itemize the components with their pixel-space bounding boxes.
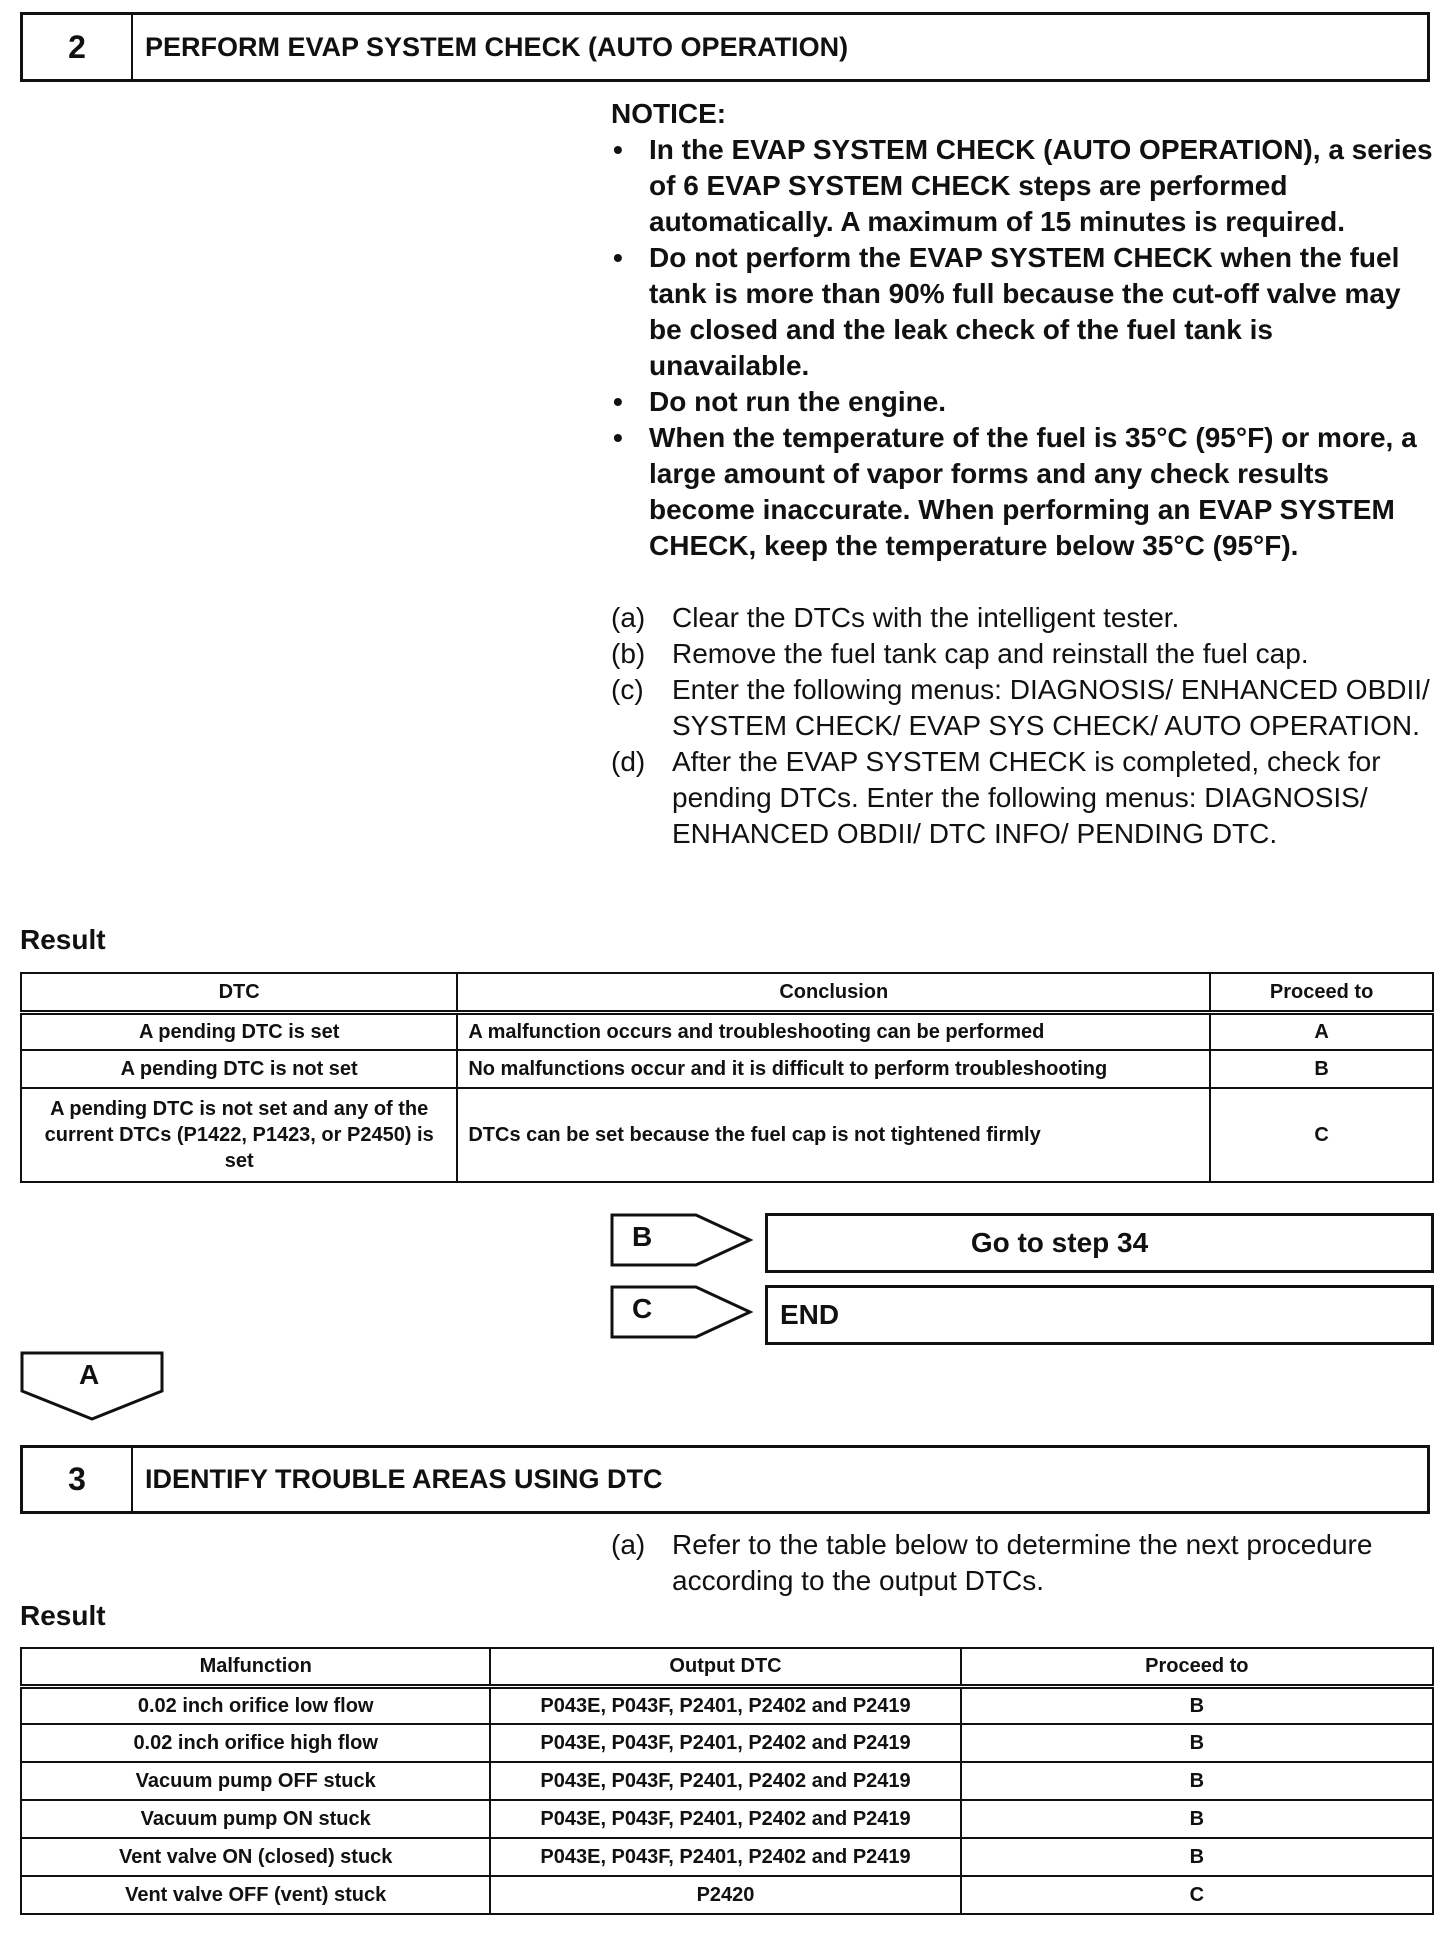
column-header: Proceed to	[961, 1648, 1433, 1686]
step-2-header	[20, 12, 1430, 82]
dtc-table	[20, 1647, 1434, 1915]
table-row: Vent valve OFF (vent) stuck P2420 C	[21, 1876, 1433, 1914]
branch-label: A	[79, 1359, 100, 1390]
step-title: IDENTIFY TROUBLE AREAS USING DTC	[145, 1464, 663, 1494]
procedure-step: (c) Enter the following menus: DIAGNOSIS/ ENHANCED OBDII/ SYSTEM CHECK/ EVAP SYS CHECK/ AUTO OPERATION.	[611, 674, 1430, 741]
result-label: Result	[20, 1600, 106, 1631]
table-row: A pending DTC is set A malfunction occurs and troubleshooting can be performed A	[21, 1012, 1433, 1050]
table-row: 0.02 inch orifice high flow P043E, P043F, P2401, P2402 and P2419 B	[21, 1724, 1433, 1762]
table-row: A pending DTC is not set No malfunctions occur and it is difficult to perform troubleshooting B	[21, 1050, 1433, 1088]
branch-c-arrow	[610, 1285, 753, 1337]
step-title: PERFORM EVAP SYSTEM CHECK (AUTO OPERATION)	[145, 31, 849, 62]
column-header: DTC	[21, 973, 457, 1012]
procedure-step: (d) After the EVAP SYSTEM CHECK is completed, check for pending DTCs. Enter the following menus: DIAGNOSIS/ ENHANCED OBDII/ DTC INFO/ PENDING DTC.	[611, 746, 1381, 849]
end-box: END	[765, 1285, 1434, 1345]
column-header: Proceed to	[1210, 973, 1433, 1012]
column-header: Conclusion	[457, 973, 1210, 1012]
step-number: 3	[23, 1448, 133, 1511]
bullet-icon: •	[613, 386, 623, 417]
procedure-steps	[611, 1527, 1441, 1599]
procedure-steps	[611, 600, 1441, 852]
branch-label: C	[632, 1293, 653, 1324]
bullet-icon: •	[613, 134, 623, 165]
notice-item: • When the temperature of the fuel is 35°C (95°F) or more, a large amount of vapor forms and any check results become inaccurate. When performing an EVAP SYSTEM CHECK, keep the temperature below 35°C (95°F).	[613, 422, 1417, 561]
continue-a-marker	[20, 1351, 164, 1421]
procedure-step: (b) Remove the fuel tank cap and reinstall the fuel cap.	[611, 638, 1309, 669]
procedure-step: (a) Clear the DTCs with the intelligent tester.	[611, 602, 1180, 633]
step-3-header	[20, 1445, 1430, 1514]
table-row: 0.02 inch orifice low flow P043E, P043F, P2401, P2402 and P2419 B	[21, 1686, 1433, 1724]
column-header: Malfunction	[21, 1648, 490, 1686]
bullet-icon: •	[613, 422, 623, 453]
step-number: 2	[23, 15, 133, 79]
notice-block	[611, 96, 1441, 564]
table-row: Vent valve ON (closed) stuck P043E, P043F, P2401, P2402 and P2419 B	[21, 1838, 1433, 1876]
branch-b-arrow	[610, 1213, 753, 1265]
branch-label: B	[632, 1221, 653, 1252]
notice-item: • Do not perform the EVAP SYSTEM CHECK when the fuel tank is more than 90% full because the cut-off valve may be closed and the leak check of the fuel tank is unavailable.	[613, 242, 1401, 381]
bullet-icon: •	[613, 242, 623, 273]
notice-item: • In the EVAP SYSTEM CHECK (AUTO OPERATION), a series of 6 EVAP SYSTEM CHECK steps are performed automatically. A maximum of 15 minutes is required.	[613, 134, 1433, 237]
notice-item: • Do not run the engine.	[611, 384, 1441, 420]
table-row: A pending DTC is not set and any of the current DTCs (P1422, P1423, or P2450) is set DTCs can be set because the fuel cap is not tightened firmly C	[21, 1088, 1433, 1182]
result-label: Result	[20, 924, 106, 955]
procedure-step: (a) Refer to the table below to determine the next procedure according to the output DTCs.	[611, 1529, 1373, 1596]
table-row: Vacuum pump ON stuck P043E, P043F, P2401, P2402 and P2419 B	[21, 1800, 1433, 1838]
column-header: Output DTC	[490, 1648, 960, 1686]
notice-label: NOTICE:	[611, 98, 727, 129]
table-row: Vacuum pump OFF stuck P043E, P043F, P2401, P2402 and P2419 B	[21, 1762, 1433, 1800]
go-to-step-box: Go to step 34	[765, 1213, 1434, 1273]
result-table	[20, 972, 1434, 1183]
